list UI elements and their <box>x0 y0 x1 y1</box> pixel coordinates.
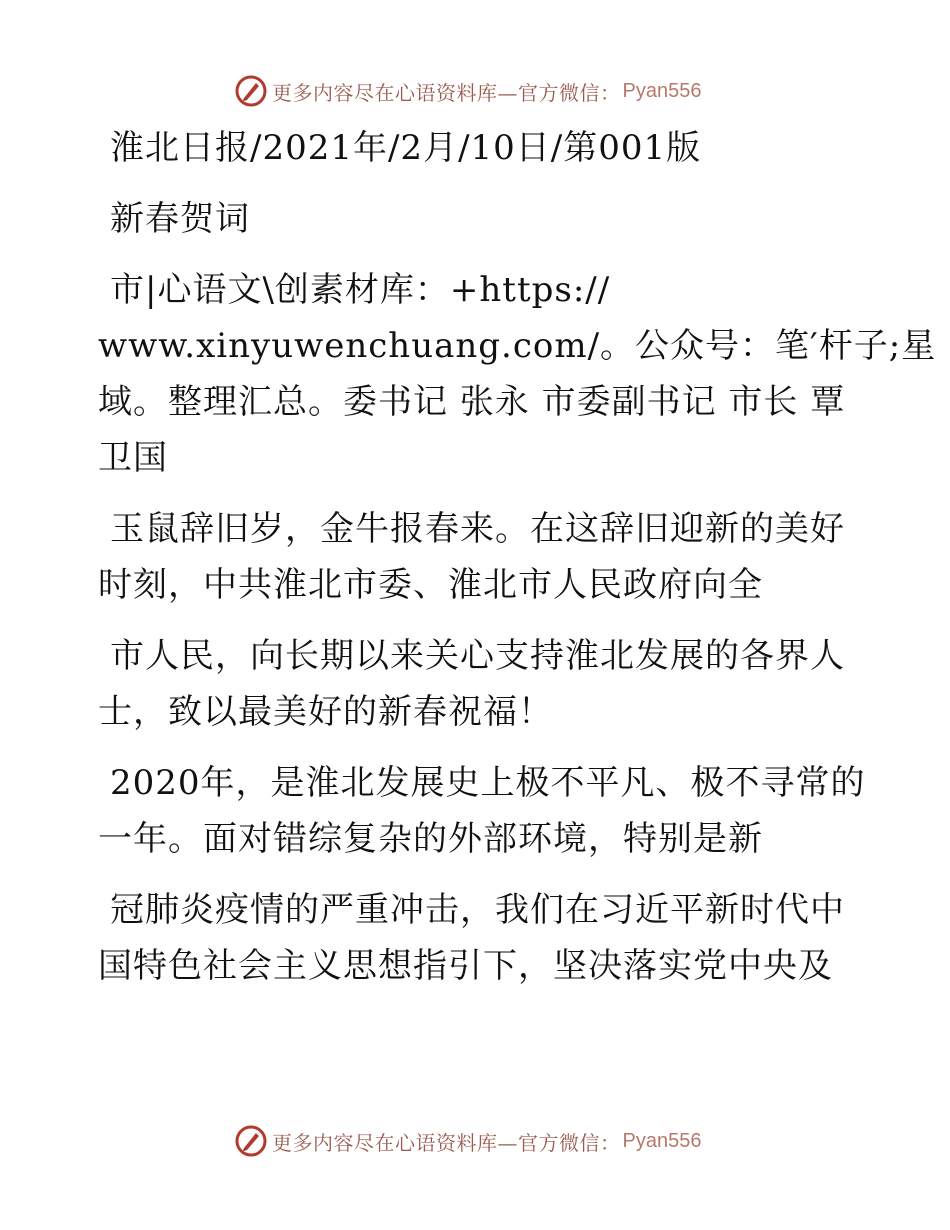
paragraph-1 <box>98 262 937 486</box>
paragraph-line: 2020年，是淮北发展史上极不平凡、极不寻常的 <box>110 763 866 803</box>
watermark-text: 更多内容尽在心语资料库—官方微信： <box>272 1130 621 1155</box>
paragraph-3 <box>98 628 858 740</box>
paragraph-line: 国特色社会主义思想指引下，坚决落实党中央及 <box>98 946 833 986</box>
paragraph-line: 市|心语文\创素材库：+https:// <box>110 270 611 310</box>
watermark-top <box>234 74 701 108</box>
watermark-handle: Pyan556 <box>622 1129 702 1152</box>
newspaper-header: 淮北日报/2021年/2月/10日/第001版 <box>110 128 702 168</box>
quill-logo-icon <box>234 74 268 108</box>
paragraph-line: 时刻，中共淮北市委、淮北市人民政府向全 <box>98 565 763 605</box>
section-title: 新春贺词 <box>110 199 250 239</box>
paragraph-line: 一年。面对错综复杂的外部环境，特别是新 <box>98 819 763 859</box>
paragraph-line: 冠肺炎疫情的严重冲击，我们在习近平新时代中 <box>110 890 845 930</box>
paragraph-line: 市人民，向长期以来关心支持淮北发展的各界人 <box>110 636 845 676</box>
paragraph-line: 士，致以最美好的新春祝福！ <box>98 692 553 732</box>
paragraph-5 <box>98 882 858 994</box>
paragraph-2 <box>98 501 858 613</box>
watermark-bottom <box>234 1124 701 1158</box>
quill-logo-icon <box>234 1124 268 1158</box>
paragraph-4 <box>98 755 866 867</box>
paragraph-line: www.xinyuwenchuang.com/。公众号：笔′杆子;星 <box>98 326 937 366</box>
watermark-handle: Pyan556 <box>622 79 702 102</box>
document-body <box>98 120 937 994</box>
paragraph-line: 玉鼠辞旧岁，金牛报春来。在这辞旧迎新的美好 <box>110 509 845 549</box>
paragraph-line: 卫国 <box>98 438 168 478</box>
paragraph-line: 域。整理汇总。委书记 张永 市委副书记 市长 覃 <box>98 382 846 422</box>
watermark-text: 更多内容尽在心语资料库—官方微信： <box>272 80 621 105</box>
